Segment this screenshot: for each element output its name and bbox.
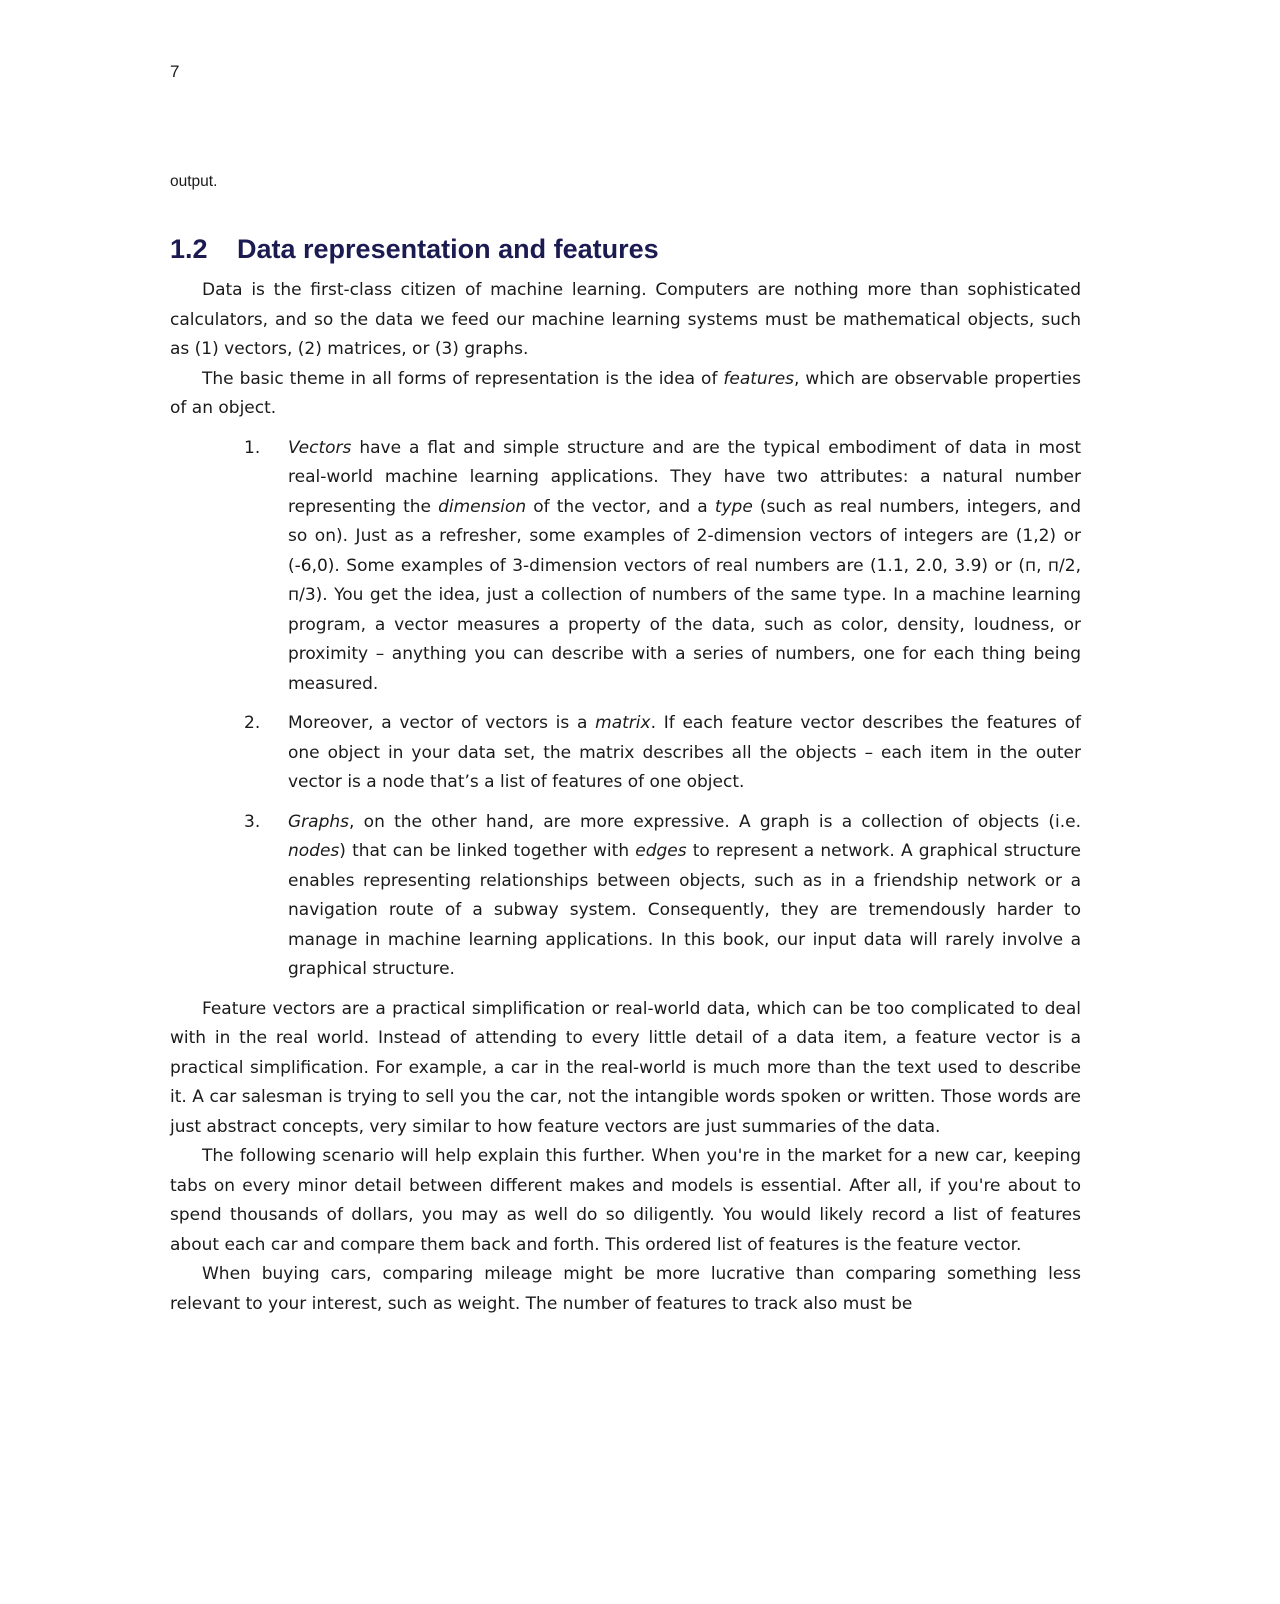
section-number: 1.2 bbox=[170, 234, 208, 264]
emphasized-term: edges bbox=[635, 841, 687, 861]
paragraph bbox=[170, 1260, 1081, 1319]
page-number: 7 bbox=[170, 62, 180, 81]
emphasized-term: matrix bbox=[595, 713, 651, 733]
emphasized-term: Vectors bbox=[288, 437, 352, 458]
section-body bbox=[170, 276, 1081, 1319]
text-run: , on the other hand, are more expressive. A graph is a collection of objects (i.e. bbox=[349, 811, 1081, 832]
text-run: Data is the first-class citizen of machine learning. Computers are nothing more than sophisticated calculators, and so the data we feed our machine learning systems must be mathematical objects, such as (1) vectors, (2) matrices, or (3) graphs. bbox=[170, 280, 1081, 359]
section-heading bbox=[170, 234, 659, 265]
text-run: Feature vectors are a practical simplification or real-world data, which can be too complicated to deal with in the real world. Instead of attending to every little detail of a data item, a feature vector is a practical simplification. For example, a car in the real-world is much more than the text used to describe it. A car salesman is trying to sell you the car, not the intangible words spoken or written. Those words are just abstract concepts, very similar to how feature vectors are just summaries of the data. bbox=[170, 998, 1081, 1137]
text-run: Moreover, a vector of vectors is a bbox=[288, 713, 596, 733]
emphasized-term: dimension bbox=[438, 496, 527, 517]
list-number: 2. bbox=[244, 713, 261, 733]
numbered-list bbox=[170, 434, 1081, 985]
list-number: 1. bbox=[244, 437, 261, 458]
previous-text-fragment: output. bbox=[170, 173, 218, 190]
paragraph bbox=[170, 365, 1081, 424]
paragraph bbox=[170, 995, 1081, 1143]
text-run: , which are observable properties of an object. bbox=[170, 368, 1081, 418]
emphasized-term: Graphs bbox=[288, 811, 350, 832]
emphasized-term: features bbox=[723, 368, 795, 389]
list-item bbox=[170, 808, 1081, 985]
text-run: . If each feature vector describes the features of one object in your data set, the matrix describes all the objects – each item in the outer vector is a node that’s a list of features of one object. bbox=[288, 713, 1081, 792]
text-run: have a flat and simple structure and are the typical embodiment of data in most real-world machine learning applications. They have two attributes: a natural number representing the bbox=[288, 437, 1081, 517]
text-run: The following scenario will help explain this further. When you're in the market for a new car, keeping tabs on every minor detail between different makes and models is essential. After all, if you're about to spend thousands of dollars, you may as well do so diligently. You would likely record a list of features about each car and compare them back and forth. This ordered list of features is the feature vector. bbox=[170, 1146, 1081, 1255]
emphasized-term: nodes bbox=[288, 841, 340, 861]
paragraph bbox=[170, 276, 1081, 365]
emphasized-term: type bbox=[714, 496, 753, 517]
text-run: When buying cars, comparing mileage might be more lucrative than comparing something less relevant to your interest, such as weight. The number of features to track also must be bbox=[170, 1264, 1081, 1314]
list-number: 3. bbox=[244, 811, 261, 832]
text-run: to represent a network. A graphical structure enables representing relationships between objects, such as in a friendship network or a navigation route of a subway system. Consequently, they are tremendously harder to manage in machine learning applications. In this book, our input data will rarely involve a graphical structure. bbox=[288, 841, 1081, 979]
list-item bbox=[170, 709, 1081, 798]
text-run: ) that can be linked together with bbox=[339, 841, 636, 861]
paragraph bbox=[170, 1142, 1081, 1260]
list-item bbox=[170, 434, 1081, 700]
section-title: Data representation and features bbox=[237, 234, 659, 264]
text-run: The basic theme in all forms of representation is the idea of bbox=[202, 368, 724, 389]
text-run: of the vector, and a bbox=[526, 496, 715, 517]
text-run: (such as real numbers, integers, and so on). Just as a refresher, some examples of 2-dimension vectors of integers are (1,2) or (-6,0). Some examples of 3-dimension vectors of real numbers are (1.1, 2.0, 3.9) or (п, п/2, п/3). You get the idea, just a collection of numbers of the same type. In a machine learning program, a vector measures a property of the data, such as color, density, loudness, or proximity – anything you can describe with a series of numbers, one for each thing being measured. bbox=[288, 496, 1082, 694]
